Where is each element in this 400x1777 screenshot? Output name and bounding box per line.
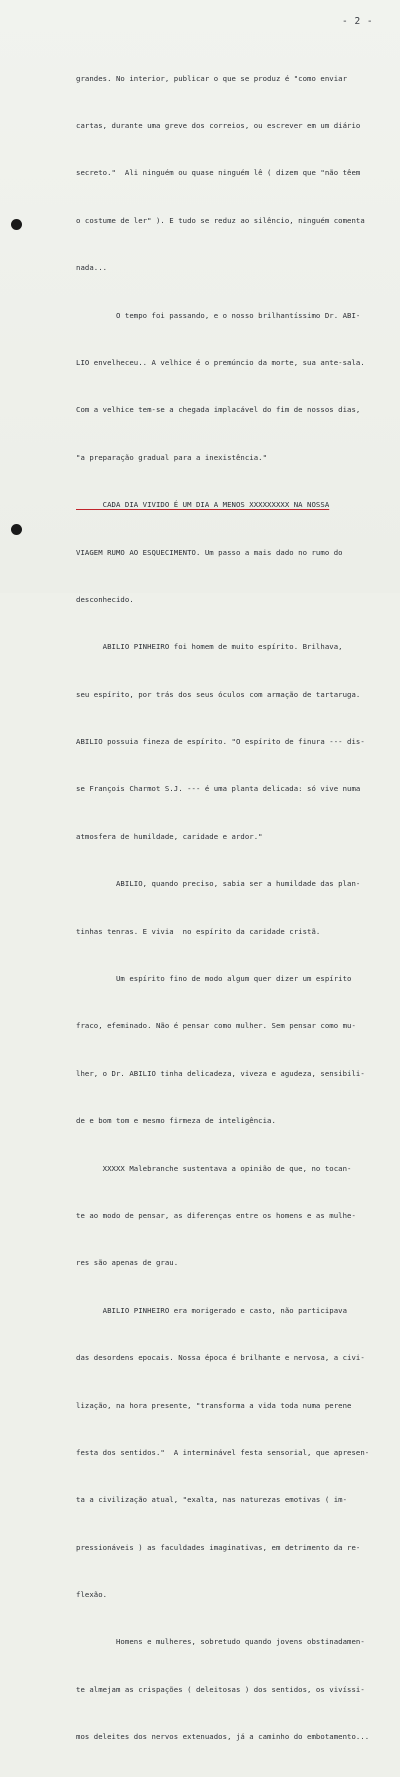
text-line: VIAGEM RUMO AO ESQUECIMENTO. Um passo a mais dado no rumo do (76, 547, 343, 557)
text-line: seu espírito, por trás dos seus óculos com armação de tartaruga. (76, 689, 361, 699)
text-line: te ao modo de pensar, as diferenças entre os homens e as mulhe- (76, 1210, 356, 1220)
text-line: "a preparação gradual para a inexistência." (76, 452, 268, 462)
text-line: fraco, efeminado. Não é pensar como mulher. Sem pensar como mu- (76, 1021, 356, 1031)
text-line: secreto." Ali ninguém ou quase ninguém lê ( dizem que "não têem (76, 168, 361, 178)
binder-hole (11, 219, 22, 230)
text-line: ta a civilização atual, "exalta, nas naturezas emotivas ( im- (76, 1495, 348, 1505)
text-line: O tempo foi passando, e o nosso brilhantíssimo Dr. ABI- (76, 310, 361, 320)
text-line: te almejam as crispações ( deleitosas ) dos sentidos, os vivíssi- (76, 1684, 365, 1694)
text-line: se François Charmot S.J. --- é uma planta delicada: só vive numa (76, 784, 361, 794)
typewritten-body (76, 39, 394, 1777)
text-line: ABILIO PINHEIRO foi homem de muito espírito. Brilhava, (76, 642, 343, 652)
text-line: festa dos sentidos." A interminável festa sensorial, que apresen- (76, 1447, 370, 1457)
text-line: o costume de ler" ). E tudo se reduz ao silêncio, ninguém comenta (76, 215, 365, 225)
text-line: LIO envelheceu.. A velhice é o premúncio da morte, sua ante-sala. (76, 357, 365, 367)
text-line: lização, na hora presente, "transforma a vida toda numa perene (76, 1400, 352, 1410)
text-line: ABILIO, quando preciso, sabia ser a humildade das plan- (76, 879, 361, 889)
text-line: mos deleites dos nervos extenuados, já a caminho do embotamento... (76, 1732, 370, 1742)
text-line: de e bom tom e mesmo firmeza de inteligência. (76, 1116, 276, 1126)
text-line: desconhecido. (76, 594, 134, 604)
underlined-heading-line: CADA DIA VIVIDO É UM DIA A MENOS XXXXXXXXX NA NOSSA (76, 500, 330, 510)
text-line: nada... (76, 263, 108, 273)
text-line: XXXXX Malebranche sustentava a opinião de que, no tocan- (76, 1163, 352, 1173)
text-line: cartas, durante uma greve dos correios, ou escrever em um diário (76, 120, 361, 130)
text-line: res são apenas de grau. (76, 1258, 179, 1268)
page-number: - 2 - (342, 16, 374, 27)
text-line: atmosfera de humildade, caridade e ardor." (76, 831, 263, 841)
text-line: ABILIO PINHEIRO era morigerado e casto, não participava (76, 1305, 348, 1315)
text-line: flexão. (76, 1590, 108, 1600)
text-line: Um espírito fino de modo algum quer dizer um espírito (76, 974, 352, 984)
text-line: lher, o Dr. ABILIO tinha delicadeza, viveza e agudeza, sensibili- (76, 1068, 365, 1078)
binder-hole (11, 524, 22, 535)
text-line: Homens e mulheres, sobretudo quando jovens obstinadamen- (76, 1637, 365, 1647)
text-line: ABILIO possuia fineza de espírito. "O espírito de finura --- dis- (76, 737, 365, 747)
text-line: Com a velhice tem-se a chegada implacável do fim de nossos dias, (76, 405, 361, 415)
text-line: grandes. No interior, publicar o que se produz é "como enviar (76, 73, 348, 83)
text-line: pressionáveis ) as faculdades imaginativas, em detrimento da re- (76, 1542, 361, 1552)
text-line: tinhas tenras. E vivia no espírito da caridade cristã. (76, 926, 321, 936)
text-line: das desordens epocais. Nossa época é brilhante e nervosa, a civi- (76, 1353, 365, 1363)
